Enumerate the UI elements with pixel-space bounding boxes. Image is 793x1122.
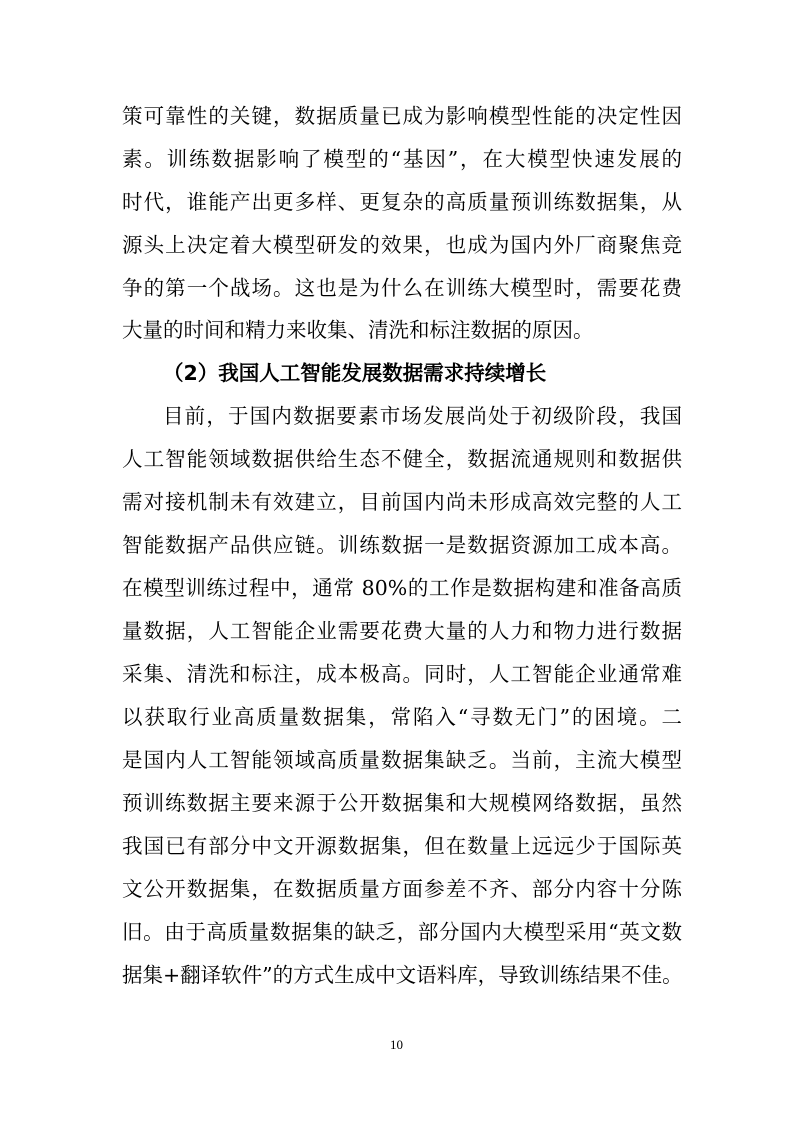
paragraph-line: 文公开数据集，在数据质量方面参差不齐、部分内容十分陈 — [122, 877, 682, 901]
paragraph-line: 人工智能领域数据供给生态不健全，数据流通规则和数据供 — [122, 447, 682, 471]
paragraph-line: 预训练数据主要来源于公开数据集和大规模网络数据，虽然 — [122, 791, 682, 815]
paragraph-line: 在模型训练过程中，通常 80%的工作是数据构建和准备高质 — [122, 576, 682, 600]
paragraph-line: 需对接机制未有效建立，目前国内尚未形成高效完整的人工 — [122, 490, 682, 514]
paragraph-line: 据集+翻译软件”的方式生成中文语料库，导致训练结果不佳。 — [122, 963, 683, 987]
paragraph-line: 争的第一个战场。这也是为什么在训练大模型时，需要花费 — [122, 276, 682, 300]
paragraph-line: 素。训练数据影响了模型的“基因”，在大模型快速发展的 — [122, 147, 682, 171]
paragraph-line: 量数据，人工智能企业需要花费大量的人力和物力进行数据 — [122, 619, 682, 643]
page-number: 10 — [390, 1037, 403, 1052]
paragraph-line: 是国内人工智能领域高质量数据集缺乏。当前，主流大模型 — [122, 748, 682, 772]
paragraph-line: 源头上决定着大模型研发的效果，也成为国内外厂商聚焦竞 — [122, 233, 682, 257]
paragraph-line: 旧。由于高质量数据集的缺乏，部分国内大模型采用“英文数 — [122, 920, 682, 944]
paragraph-line: 智能数据产品供应链。训练数据一是数据资源加工成本高。 — [122, 533, 682, 557]
paragraph-line: 时代，谁能产出更多样、更复杂的高质量预训练数据集，从 — [122, 190, 682, 214]
paragraph-line: 大量的时间和精力来收集、清洗和标注数据的原因。 — [122, 318, 594, 342]
paragraph-line: 我国已有部分中文开源数据集，但在数量上远远少于国际英 — [122, 834, 682, 858]
paragraph-line: 策可靠性的关键，数据质量已成为影响模型性能的决定性因 — [122, 104, 682, 128]
paragraph-line: 以获取行业高质量数据集，常陷入“寻数无门”的困境。二 — [122, 705, 682, 729]
paragraph-line: 采集、清洗和标注，成本极高。同时，人工智能企业通常难 — [122, 662, 682, 686]
section-heading: （2）我国人工智能发展数据需求持续增长 — [163, 361, 547, 385]
paragraph-line: 目前，于国内数据要素市场发展尚处于初级阶段，我国 — [163, 404, 682, 428]
